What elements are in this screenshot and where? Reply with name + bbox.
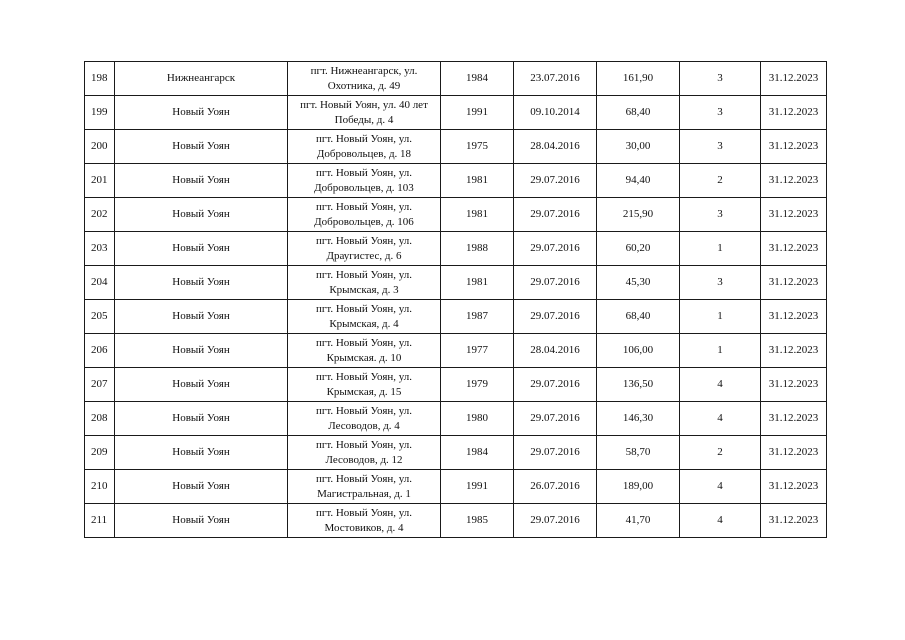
settlement-cell: Новый Уоян — [115, 470, 288, 504]
address-line: пгт. Новый Уоян, ул. — [315, 404, 413, 417]
table-row — [85, 504, 827, 538]
deadline-cell: 31.12.2023 — [761, 402, 827, 436]
year-built-cell: 1979 — [441, 368, 514, 402]
count-cell: 3 — [680, 266, 761, 300]
table-row — [85, 96, 827, 130]
address-cell — [288, 300, 441, 334]
year-built-cell: 1981 — [441, 164, 514, 198]
address-line: пгт. Нижнеангарск, ул. — [310, 64, 418, 77]
settlement-cell: Новый Уоян — [115, 402, 288, 436]
table-row — [85, 198, 827, 232]
settlement-cell: Новый Уоян — [115, 96, 288, 130]
settlement-cell: Новый Уоян — [115, 198, 288, 232]
count-cell: 3 — [680, 96, 761, 130]
deadline-cell: 31.12.2023 — [761, 368, 827, 402]
address-line: пгт. Новый Уоян, ул. — [315, 302, 413, 315]
row-number-cell: 208 — [85, 402, 115, 436]
address-line: пгт. Новый Уоян, ул. — [315, 506, 413, 519]
address-line: Лесоводов, д. 4 — [328, 419, 400, 432]
date-cell: 29.07.2016 — [514, 368, 597, 402]
date-cell: 29.07.2016 — [514, 300, 597, 334]
area-cell: 41,70 — [597, 504, 680, 538]
settlement-cell: Новый Уоян — [115, 232, 288, 266]
row-number-cell: 203 — [85, 232, 115, 266]
settlement-cell: Новый Уоян — [115, 300, 288, 334]
address-cell — [288, 96, 441, 130]
date-cell: 29.07.2016 — [514, 402, 597, 436]
address-line: пгт. Новый Уоян, ул. — [315, 268, 413, 281]
deadline-cell: 31.12.2023 — [761, 198, 827, 232]
address-line: Лесоводов, д. 12 — [325, 453, 403, 466]
address-line: пгт. Новый Уоян, ул. — [315, 166, 413, 179]
count-cell: 2 — [680, 164, 761, 198]
date-cell: 28.04.2016 — [514, 334, 597, 368]
row-number-cell: 210 — [85, 470, 115, 504]
date-cell: 29.07.2016 — [514, 232, 597, 266]
row-number-cell: 199 — [85, 96, 115, 130]
area-cell: 68,40 — [597, 96, 680, 130]
area-cell: 146,30 — [597, 402, 680, 436]
count-cell: 4 — [680, 470, 761, 504]
deadline-cell: 31.12.2023 — [761, 130, 827, 164]
deadline-cell: 31.12.2023 — [761, 504, 827, 538]
address-line: Крымская, д. 15 — [326, 385, 402, 398]
address-cell — [288, 232, 441, 266]
date-cell: 09.10.2014 — [514, 96, 597, 130]
year-built-cell: 1977 — [441, 334, 514, 368]
table-row — [85, 470, 827, 504]
table-row — [85, 368, 827, 402]
date-cell: 29.07.2016 — [514, 198, 597, 232]
settlement-cell: Новый Уоян — [115, 266, 288, 300]
address-line: Магистральная, д. 1 — [317, 487, 411, 500]
year-built-cell: 1984 — [441, 436, 514, 470]
year-built-cell: 1991 — [441, 470, 514, 504]
row-number-cell: 205 — [85, 300, 115, 334]
address-cell — [288, 504, 441, 538]
address-line: Драугистес, д. 6 — [326, 249, 402, 262]
housing-table — [84, 61, 827, 538]
table-row — [85, 130, 827, 164]
address-line: Крымская, д. 3 — [329, 283, 399, 296]
area-cell: 58,70 — [597, 436, 680, 470]
settlement-cell: Новый Уоян — [115, 368, 288, 402]
year-built-cell: 1985 — [441, 504, 514, 538]
address-line: Добровольцев, д. 103 — [314, 181, 414, 194]
area-cell: 94,40 — [597, 164, 680, 198]
area-cell: 60,20 — [597, 232, 680, 266]
address-line: Добровольцев, д. 106 — [314, 215, 414, 228]
area-cell: 45,30 — [597, 266, 680, 300]
date-cell: 29.07.2016 — [514, 266, 597, 300]
address-line: пгт. Новый Уоян, ул. — [315, 234, 413, 247]
count-cell: 3 — [680, 198, 761, 232]
settlement-cell: Новый Уоян — [115, 334, 288, 368]
deadline-cell: 31.12.2023 — [761, 164, 827, 198]
area-cell: 30,00 — [597, 130, 680, 164]
settlement-cell: Новый Уоян — [115, 436, 288, 470]
year-built-cell: 1981 — [441, 266, 514, 300]
year-built-cell: 1984 — [441, 62, 514, 96]
table-body — [85, 62, 827, 538]
address-cell — [288, 266, 441, 300]
date-cell: 28.04.2016 — [514, 130, 597, 164]
row-number-cell: 204 — [85, 266, 115, 300]
address-line: Мостовиков, д. 4 — [324, 521, 404, 534]
row-number-cell: 207 — [85, 368, 115, 402]
date-cell: 26.07.2016 — [514, 470, 597, 504]
address-cell — [288, 130, 441, 164]
address-cell — [288, 164, 441, 198]
deadline-cell: 31.12.2023 — [761, 96, 827, 130]
table-row — [85, 402, 827, 436]
year-built-cell: 1980 — [441, 402, 514, 436]
address-line: Добровольцев, д. 18 — [316, 147, 412, 160]
address-cell — [288, 470, 441, 504]
area-cell: 106,00 — [597, 334, 680, 368]
date-cell: 23.07.2016 — [514, 62, 597, 96]
address-cell — [288, 402, 441, 436]
deadline-cell: 31.12.2023 — [761, 334, 827, 368]
date-cell: 29.07.2016 — [514, 504, 597, 538]
address-cell — [288, 198, 441, 232]
count-cell: 1 — [680, 300, 761, 334]
area-cell: 68,40 — [597, 300, 680, 334]
table-row — [85, 164, 827, 198]
count-cell: 4 — [680, 368, 761, 402]
address-line: Крымская, д. 4 — [329, 317, 399, 330]
address-cell — [288, 62, 441, 96]
settlement-cell: Новый Уоян — [115, 164, 288, 198]
address-line: пгт. Новый Уоян, ул. — [315, 132, 413, 145]
address-line: пгт. Новый Уоян, ул. — [315, 336, 413, 349]
address-line: пгт. Новый Уоян, ул. — [315, 438, 413, 451]
count-cell: 1 — [680, 334, 761, 368]
year-built-cell: 1988 — [441, 232, 514, 266]
area-cell: 161,90 — [597, 62, 680, 96]
row-number-cell: 211 — [85, 504, 115, 538]
year-built-cell: 1991 — [441, 96, 514, 130]
address-cell — [288, 436, 441, 470]
deadline-cell: 31.12.2023 — [761, 62, 827, 96]
area-cell: 189,00 — [597, 470, 680, 504]
address-line: Охотника, д. 49 — [327, 79, 401, 92]
table-row — [85, 232, 827, 266]
address-cell — [288, 368, 441, 402]
row-number-cell: 200 — [85, 130, 115, 164]
address-cell — [288, 334, 441, 368]
count-cell: 2 — [680, 436, 761, 470]
address-line: пгт. Новый Уоян, ул. — [315, 200, 413, 213]
row-number-cell: 198 — [85, 62, 115, 96]
row-number-cell: 201 — [85, 164, 115, 198]
count-cell: 3 — [680, 62, 761, 96]
deadline-cell: 31.12.2023 — [761, 470, 827, 504]
table-row — [85, 334, 827, 368]
address-line: Победы, д. 4 — [334, 113, 394, 126]
row-number-cell: 206 — [85, 334, 115, 368]
row-number-cell: 202 — [85, 198, 115, 232]
date-cell: 29.07.2016 — [514, 164, 597, 198]
count-cell: 1 — [680, 232, 761, 266]
deadline-cell: 31.12.2023 — [761, 232, 827, 266]
settlement-cell: Нижнеангарск — [115, 62, 288, 96]
address-line: пгт. Новый Уоян, ул. — [315, 370, 413, 383]
date-cell: 29.07.2016 — [514, 436, 597, 470]
count-cell: 3 — [680, 130, 761, 164]
count-cell: 4 — [680, 402, 761, 436]
settlement-cell: Новый Уоян — [115, 504, 288, 538]
year-built-cell: 1981 — [441, 198, 514, 232]
address-line: пгт. Новый Уоян, ул. — [315, 472, 413, 485]
address-line: Крымская. д. 10 — [326, 351, 402, 364]
settlement-cell: Новый Уоян — [115, 130, 288, 164]
deadline-cell: 31.12.2023 — [761, 436, 827, 470]
area-cell: 215,90 — [597, 198, 680, 232]
year-built-cell: 1987 — [441, 300, 514, 334]
table-row — [85, 300, 827, 334]
count-cell: 4 — [680, 504, 761, 538]
deadline-cell: 31.12.2023 — [761, 300, 827, 334]
address-line: пгт. Новый Уоян, ул. 40 лет — [300, 98, 428, 111]
year-built-cell: 1975 — [441, 130, 514, 164]
table-row — [85, 266, 827, 300]
row-number-cell: 209 — [85, 436, 115, 470]
table-row — [85, 62, 827, 96]
area-cell: 136,50 — [597, 368, 680, 402]
deadline-cell: 31.12.2023 — [761, 266, 827, 300]
table-row — [85, 436, 827, 470]
